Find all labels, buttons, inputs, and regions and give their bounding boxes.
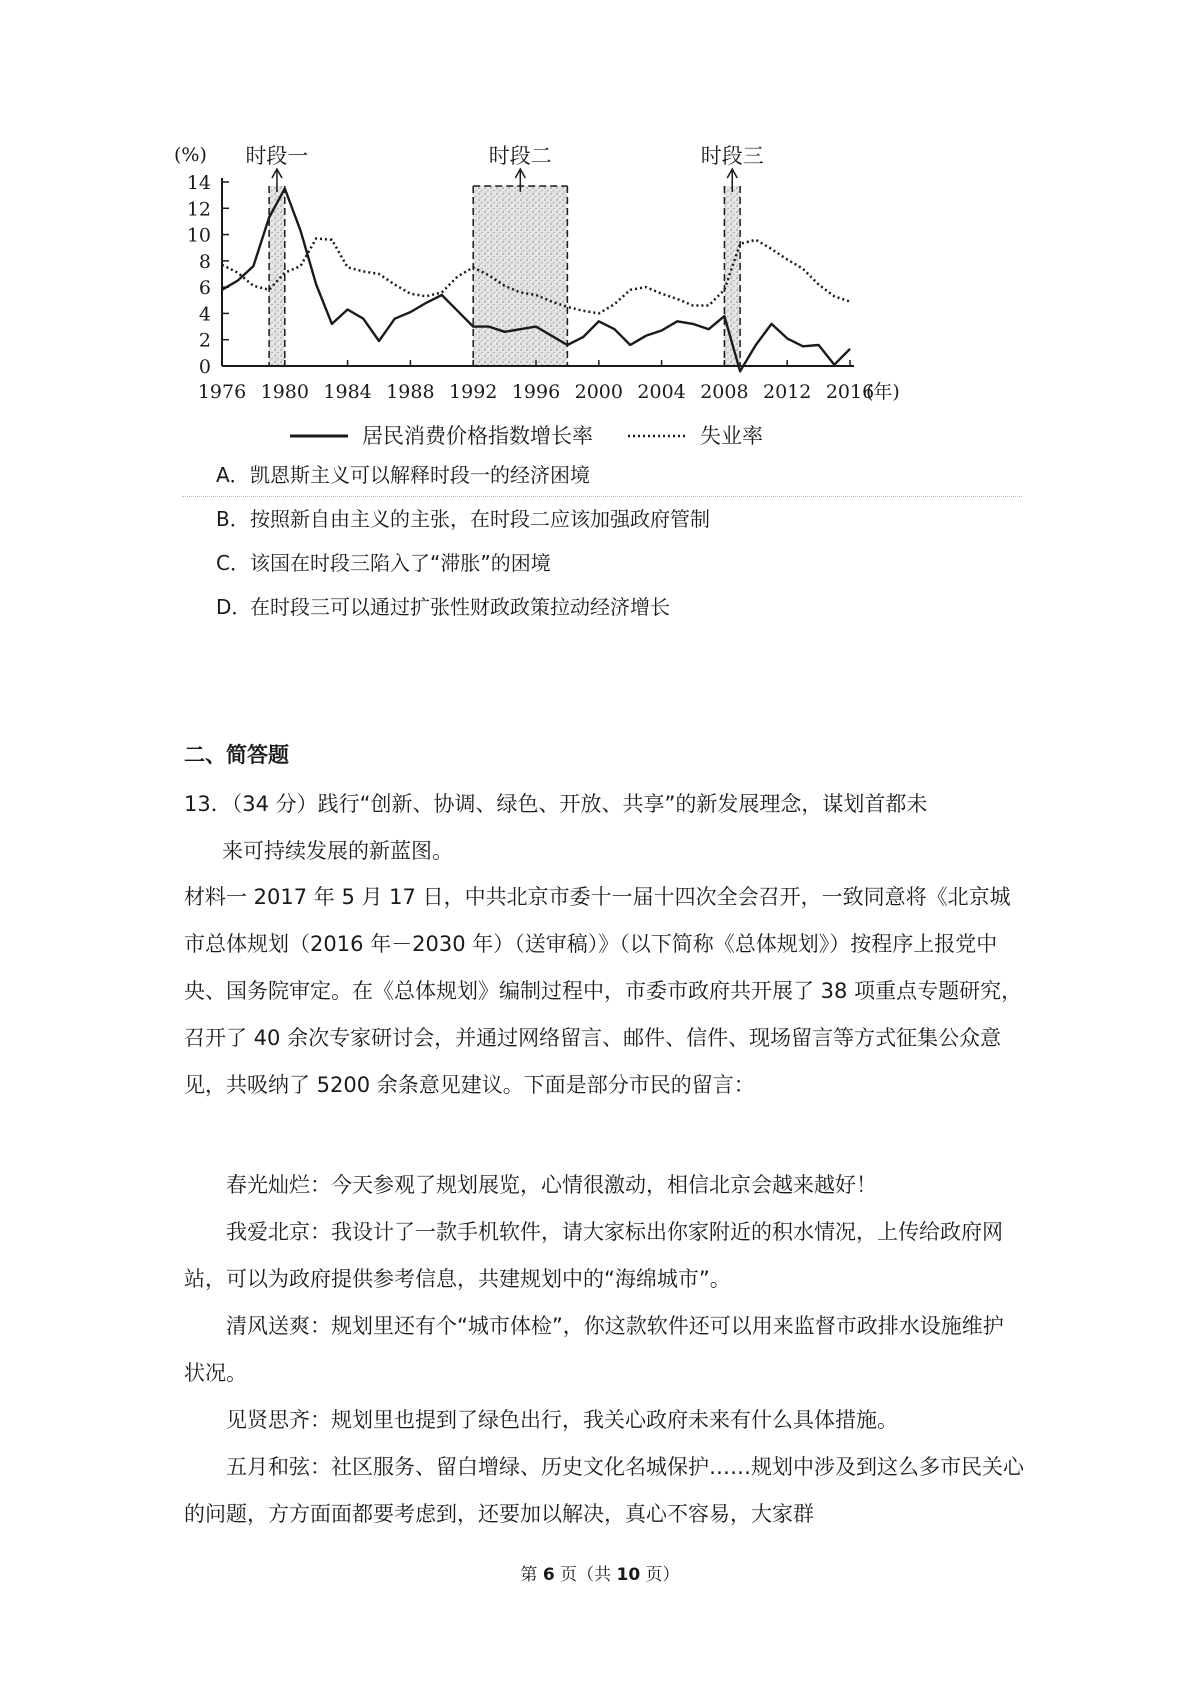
y-tick-label: 8 <box>198 250 211 273</box>
section-title: 二、简答题 <box>184 743 289 767</box>
period-band <box>724 186 740 366</box>
x-tick-label: 2008 <box>700 381 749 403</box>
line-chart <box>160 145 1040 495</box>
x-tick-label: 2000 <box>574 381 623 403</box>
footer-suffix: 页） <box>640 1565 680 1585</box>
comment-4: 见贤思齐：规划里也提到了绿色出行，我关心政府未来有什么具体措施。 <box>226 1408 898 1432</box>
x-tick-label: 1984 <box>323 381 372 403</box>
x-tick-label: 1992 <box>449 381 498 403</box>
y-tick-label: 0 <box>198 356 211 378</box>
y-tick-label: 4 <box>198 303 211 326</box>
divider <box>182 496 1022 497</box>
x-tick-label: 2016 <box>825 381 875 403</box>
x-tick-label: 2004 <box>637 381 686 403</box>
footer-page-number: 6 <box>542 1565 555 1585</box>
x-tick-label: 1980 <box>260 381 309 403</box>
x-axis-unit: (年) <box>866 381 900 403</box>
x-tick-label: 1996 <box>511 381 561 403</box>
legend-cpi-label: 居民消费价格指数增长率 <box>362 424 593 448</box>
option-letter: A． <box>216 463 250 487</box>
comment-2: 我爱北京：我设计了一款手机软件，请大家标出你家附近的积水情况，上传给政府网站，可以为政府提供参考信息，共建规划中的“海绵城市”。 <box>184 1220 1003 1291</box>
legend-unemployment-label: 失业率 <box>700 424 763 448</box>
period-label: 时段一 <box>245 145 309 168</box>
y-tick-label: 10 <box>186 224 211 247</box>
footer-middle: 页（共 <box>554 1565 617 1585</box>
footer-total-pages: 10 <box>616 1565 641 1585</box>
y-tick-label: 12 <box>186 198 211 221</box>
option-d <box>216 592 670 622</box>
option-text: 在时段三可以通过扩张性财政政策拉动经济增长 <box>250 595 670 619</box>
question-13 <box>184 781 1024 875</box>
question-text-line1: 践行“创新、协调、绿色、开放、共享”的新发展理念，谋划首都未 <box>317 792 928 816</box>
option-text: 该国在时段三陷入了“滞胀”的困境 <box>250 551 551 575</box>
comment-1: 春光灿烂：今天参观了规划展览，心情很激动，相信北京会越来越好！ <box>226 1173 877 1197</box>
footer-prefix: 第 <box>520 1565 543 1585</box>
option-a <box>216 460 590 490</box>
x-tick-label: 1988 <box>386 381 435 403</box>
y-tick-label: 6 <box>198 277 211 300</box>
chart <box>160 145 1040 495</box>
option-letter: B． <box>216 507 250 531</box>
y-tick-label: 2 <box>198 329 211 352</box>
y-axis-label: (%) <box>174 145 207 166</box>
x-tick-label: 1976 <box>197 381 247 403</box>
option-letter: C． <box>216 551 250 575</box>
material-1: 材料一 2017 年 5 月 17 日，中共北京市委十一届十四次全会召开，一致同意将《北京城市总体规划（2016 年－2030 年）（送审稿）》（以下简称《总体规划》）按程序上报党中央、国务院审定。在《总体规划》编制过程中，市委市政府共开展了 38 项重点专题研究，召开了 40 余次专家研讨会，并通过网络留言、邮件、信件、现场留言等方式征集公众意见，共吸纳了 5200 余条意见建议。下面是部分市民的留言： <box>184 885 1023 1097</box>
period-label: 时段三 <box>700 145 764 168</box>
period-label: 时段二 <box>488 145 552 168</box>
question-number: 13． <box>184 792 232 816</box>
question-score: （34 分） <box>231 792 318 816</box>
question-text-line2: 来可持续发展的新蓝图。 <box>222 839 453 863</box>
x-tick-label: 2012 <box>763 381 812 403</box>
option-letter: D． <box>216 595 252 619</box>
option-c <box>216 548 551 578</box>
option-text: 按照新自由主义的主张，在时段二应该加强政府管制 <box>250 507 710 531</box>
period-band <box>473 186 567 366</box>
page-footer <box>0 1560 1200 1585</box>
comment-3: 清风送爽：规划里还有个“城市体检”，你这款软件还可以用来监督市政排水设施维护状况。 <box>184 1314 1004 1385</box>
option-text: 凯恩斯主义可以解释时段一的经济困境 <box>250 463 590 487</box>
y-tick-label: 14 <box>186 172 211 194</box>
comment-5: 五月和弦：社区服务、留白增绿、历史文化名城保护……规划中涉及到这么多市民关心的问题，方方面面都要考虑到，还要加以解决，真心不容易，大家群 <box>184 1455 1024 1526</box>
option-b <box>216 504 710 534</box>
